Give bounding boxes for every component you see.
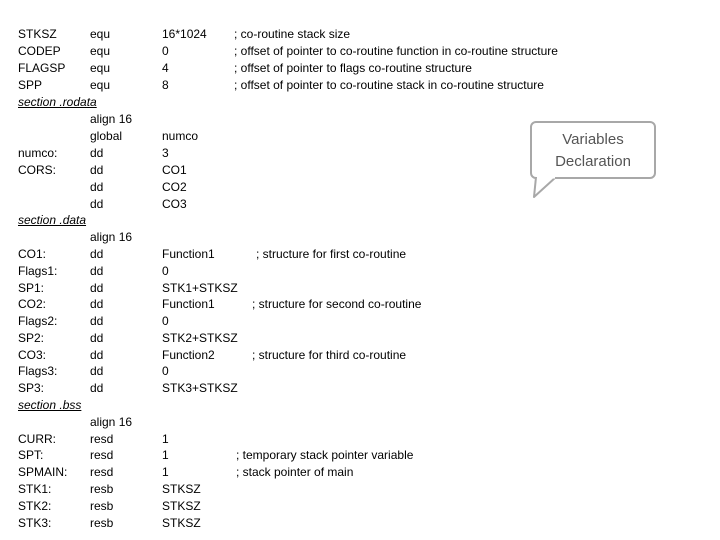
equ-value: 8 — [162, 78, 169, 92]
data-comment: ; structure for third co-routine — [252, 348, 407, 362]
data-label: SP3: — [18, 381, 45, 395]
rodata-align: align 16 — [90, 112, 133, 126]
equ-comment: ; co-routine stack size — [234, 27, 351, 41]
data-value: 0 — [162, 314, 169, 328]
data-label: CO1: — [18, 247, 47, 261]
bss-value: STKSZ — [162, 499, 201, 513]
data-op: dd — [90, 348, 104, 362]
data-comment: ; structure for first co-routine — [256, 247, 407, 261]
callout-line-1: Variables — [562, 131, 624, 148]
callout-line-2: Declaration — [555, 153, 631, 170]
equ-op: equ — [90, 61, 111, 75]
data-op: dd — [90, 264, 104, 278]
data-op: dd — [90, 331, 104, 345]
bss-op: resd — [90, 448, 114, 462]
data-value: Function1 — [162, 297, 215, 311]
rodata-op: dd — [90, 180, 104, 194]
equ-label: FLAGSP — [18, 61, 66, 75]
bss-value: 1 — [162, 432, 169, 446]
equ-value: 16*1024 — [162, 27, 207, 41]
bss-label: STK1: — [18, 482, 52, 496]
equ-comment: ; offset of pointer to co-routine function in co-routine structure — [234, 44, 558, 58]
data-comment: ; structure for second co-routine — [252, 297, 422, 311]
section-data-heading: section .data — [18, 213, 87, 227]
bss-op: resb — [90, 499, 114, 513]
rodata-op: dd — [90, 197, 104, 211]
bss-value: STKSZ — [162, 482, 201, 496]
data-value: STK2+STKSZ — [162, 331, 238, 345]
data-label: Flags3: — [18, 364, 58, 378]
equ-comment: ; offset of pointer to co-routine stack in co-routine structure — [234, 78, 544, 92]
bss-comment: ; stack pointer of main — [236, 465, 354, 479]
bss-comment: ; temporary stack pointer variable — [236, 448, 414, 462]
data-label: Flags1: — [18, 264, 58, 278]
equ-comment: ; offset of pointer to flags co-routine structure — [234, 61, 472, 75]
equ-label: SPP — [18, 78, 43, 92]
rodata-value: CO2 — [162, 180, 187, 194]
section-rodata-heading: section .rodata — [18, 95, 97, 109]
data-op: dd — [90, 281, 104, 295]
callout-pointer-icon — [530, 177, 570, 199]
rodata-value: CO3 — [162, 197, 187, 211]
equ-op: equ — [90, 27, 111, 41]
equ-label: STKSZ — [18, 27, 57, 41]
equ-label: CODEP — [18, 44, 61, 58]
data-op: dd — [90, 247, 104, 261]
data-label: CO3: — [18, 348, 47, 362]
rodata-value: 3 — [162, 146, 169, 160]
data-value: 0 — [162, 364, 169, 378]
bss-value: 1 — [162, 465, 169, 479]
variables-declaration-callout — [530, 121, 656, 179]
data-value: Function1 — [162, 247, 215, 261]
bss-value: STKSZ — [162, 516, 201, 530]
data-value: STK3+STKSZ — [162, 381, 238, 395]
data-label: CO2: — [18, 297, 47, 311]
bss-op: resb — [90, 516, 114, 530]
data-label: SP1: — [18, 281, 45, 295]
data-align: align 16 — [90, 230, 133, 244]
rodata-op: dd — [90, 146, 104, 160]
bss-op: resd — [90, 432, 114, 446]
section-bss-heading: section .bss — [18, 398, 82, 412]
bss-op: resd — [90, 465, 114, 479]
data-value: Function2 — [162, 348, 215, 362]
rodata-op: dd — [90, 163, 104, 177]
bss-label: CURR: — [18, 432, 56, 446]
equ-value: 4 — [162, 61, 169, 75]
bss-align: align 16 — [90, 415, 133, 429]
data-op: dd — [90, 381, 104, 395]
bss-label: SPT: — [18, 448, 44, 462]
rodata-label: numco: — [18, 146, 58, 160]
equ-op: equ — [90, 78, 111, 92]
bss-value: 1 — [162, 448, 169, 462]
data-label: Flags2: — [18, 314, 58, 328]
rodata-label: CORS: — [18, 163, 57, 177]
data-op: dd — [90, 297, 104, 311]
data-op: dd — [90, 314, 104, 328]
data-label: SP2: — [18, 331, 45, 345]
bss-label: STK2: — [18, 499, 52, 513]
data-value: 0 — [162, 264, 169, 278]
bss-label: STK3: — [18, 516, 52, 530]
bss-op: resb — [90, 482, 114, 496]
rodata-global-directive: global — [90, 129, 123, 143]
rodata-value: CO1 — [162, 163, 187, 177]
data-value: STK1+STKSZ — [162, 281, 238, 295]
equ-op: equ — [90, 44, 111, 58]
rodata-global-symbol: numco — [162, 129, 199, 143]
equ-value: 0 — [162, 44, 169, 58]
data-op: dd — [90, 364, 104, 378]
bss-label: SPMAIN: — [18, 465, 68, 479]
